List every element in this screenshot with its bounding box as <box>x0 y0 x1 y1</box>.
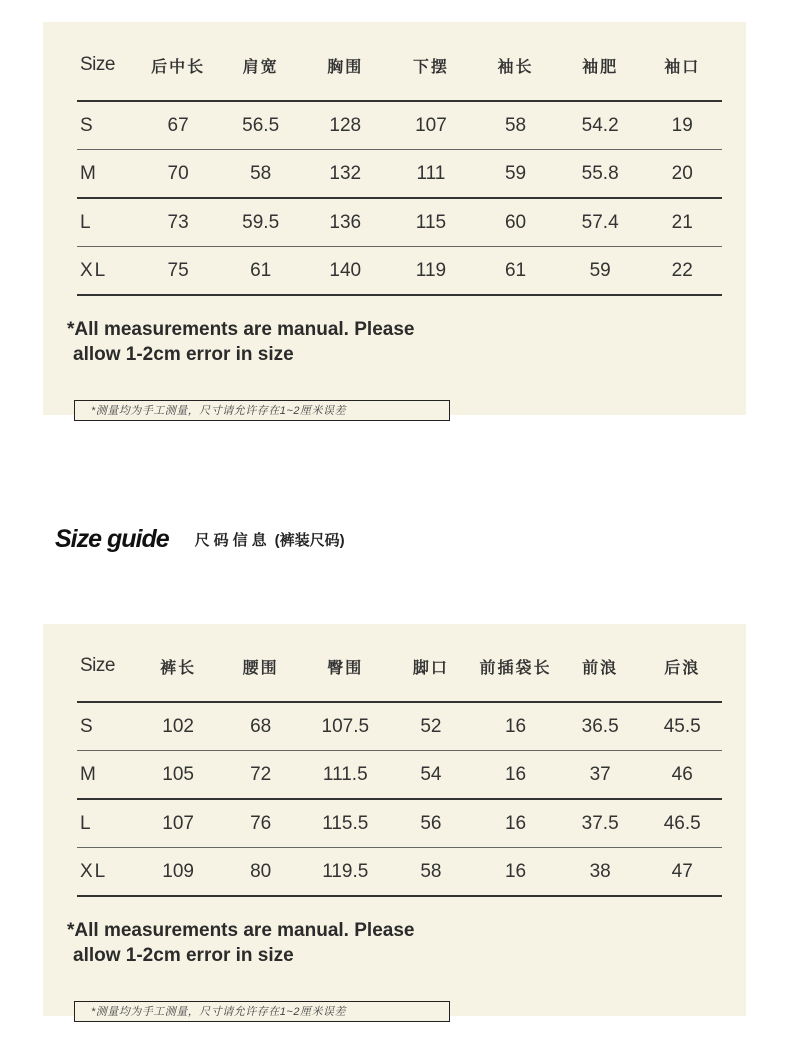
header-cell: 前插袋长 <box>473 631 558 702</box>
measurement-cell: 55.8 <box>558 150 643 199</box>
measurement-note <box>67 317 414 367</box>
size-label-cell: L <box>77 799 137 848</box>
bottom-size-panel <box>43 624 746 1016</box>
header-cell: 袖肥 <box>558 30 643 101</box>
size-label-cell: XL <box>77 247 137 296</box>
top-size-table <box>77 30 722 296</box>
size-label-cell: S <box>77 101 137 150</box>
title-sub: (裤装尺码) <box>274 531 345 549</box>
measurement-cell: 111.5 <box>302 751 389 800</box>
measurement-cell: 37.5 <box>558 799 643 848</box>
top-size-panel <box>43 22 746 415</box>
measurement-cell: 19 <box>642 101 722 150</box>
measurement-cell: 132 <box>302 150 389 199</box>
measurement-cell: 68 <box>219 702 302 751</box>
measurement-cell: 58 <box>473 101 558 150</box>
note-line-1: *All measurements are manual. Please <box>67 920 415 941</box>
measurement-cell: 70 <box>137 150 220 199</box>
header-cell: 袖口 <box>642 30 722 101</box>
measurement-cell: 61 <box>219 247 302 296</box>
table-row <box>77 848 722 897</box>
measurement-cell: 36.5 <box>558 702 643 751</box>
table-row <box>77 150 722 199</box>
measurement-cell: 75 <box>137 247 220 296</box>
header-cell: 胸围 <box>302 30 389 101</box>
header-cell: 脚口 <box>389 631 474 702</box>
measurement-cell: 60 <box>473 198 558 247</box>
header-cell: 臀围 <box>302 631 389 702</box>
measurement-cell: 109 <box>137 848 220 897</box>
header-cell: 下摆 <box>389 30 474 101</box>
measurement-cell: 54.2 <box>558 101 643 150</box>
size-label-cell: M <box>77 150 137 199</box>
measurement-cell: 16 <box>473 799 558 848</box>
header-size: Size <box>77 631 137 702</box>
measurement-cell: 128 <box>302 101 389 150</box>
measurement-cell: 119 <box>389 247 474 296</box>
header-cell: 裤长 <box>137 631 220 702</box>
measurement-cell: 16 <box>473 751 558 800</box>
measurement-cell: 59.5 <box>219 198 302 247</box>
table-row <box>77 198 722 247</box>
measurement-cell: 115.5 <box>302 799 389 848</box>
table-row <box>77 101 722 150</box>
measurement-cell: 54 <box>389 751 474 800</box>
measurement-cell: 22 <box>642 247 722 296</box>
note-line-2: allow 1-2cm error in size <box>73 344 294 365</box>
header-cell: 袖长 <box>473 30 558 101</box>
measurement-cell: 38 <box>558 848 643 897</box>
measurement-cell: 115 <box>389 198 474 247</box>
measurement-cell: 105 <box>137 751 220 800</box>
header-cell: 肩宽 <box>219 30 302 101</box>
measurement-cell: 56 <box>389 799 474 848</box>
measurement-cell: 136 <box>302 198 389 247</box>
header-cell: 腰围 <box>219 631 302 702</box>
header-cell: 后中长 <box>137 30 220 101</box>
table-header-row <box>77 30 722 101</box>
measurement-cell: 119.5 <box>302 848 389 897</box>
measurement-cell: 46 <box>642 751 722 800</box>
size-label-cell: L <box>77 198 137 247</box>
measurement-cell: 72 <box>219 751 302 800</box>
cn-measurement-note: *测量均为手工测量，尺寸请允许存在1~2厘米误差 <box>74 400 450 421</box>
measurement-cell: 57.4 <box>558 198 643 247</box>
note-line-2: allow 1-2cm error in size <box>73 945 294 966</box>
measurement-cell: 59 <box>473 150 558 199</box>
measurement-cell: 76 <box>219 799 302 848</box>
title-cn: 尺码信息 <box>194 531 271 549</box>
note-line-1: *All measurements are manual. Please <box>67 319 415 340</box>
measurement-cell: 21 <box>642 198 722 247</box>
cn-measurement-note: *测量均为手工测量，尺寸请允许存在1~2厘米误差 <box>74 1001 450 1022</box>
measurement-cell: 46.5 <box>642 799 722 848</box>
measurement-cell: 56.5 <box>219 101 302 150</box>
measurement-cell: 16 <box>473 848 558 897</box>
bottom-size-table <box>77 631 722 897</box>
size-label-cell: M <box>77 751 137 800</box>
measurement-cell: 107 <box>137 799 220 848</box>
measurement-cell: 61 <box>473 247 558 296</box>
measurement-cell: 80 <box>219 848 302 897</box>
table-row <box>77 247 722 296</box>
measurement-cell: 111 <box>389 150 474 199</box>
table-row <box>77 751 722 800</box>
measurement-cell: 107 <box>389 101 474 150</box>
measurement-cell: 58 <box>389 848 474 897</box>
table-header-row <box>77 631 722 702</box>
table-row <box>77 799 722 848</box>
measurement-cell: 140 <box>302 247 389 296</box>
measurement-cell: 59 <box>558 247 643 296</box>
size-label-cell: XL <box>77 848 137 897</box>
table-row <box>77 702 722 751</box>
measurement-cell: 67 <box>137 101 220 150</box>
header-cell: 前浪 <box>558 631 643 702</box>
size-guide-title <box>55 522 345 556</box>
measurement-cell: 47 <box>642 848 722 897</box>
measurement-cell: 52 <box>389 702 474 751</box>
measurement-cell: 107.5 <box>302 702 389 751</box>
header-size: Size <box>77 30 137 101</box>
measurement-cell: 37 <box>558 751 643 800</box>
measurement-cell: 102 <box>137 702 220 751</box>
size-label-cell: S <box>77 702 137 751</box>
measurement-cell: 73 <box>137 198 220 247</box>
measurement-cell: 16 <box>473 702 558 751</box>
measurement-cell: 58 <box>219 150 302 199</box>
title-en: Size guide <box>55 524 169 553</box>
measurement-cell: 45.5 <box>642 702 722 751</box>
measurement-cell: 20 <box>642 150 722 199</box>
measurement-note <box>67 918 414 968</box>
header-cell: 后浪 <box>642 631 722 702</box>
